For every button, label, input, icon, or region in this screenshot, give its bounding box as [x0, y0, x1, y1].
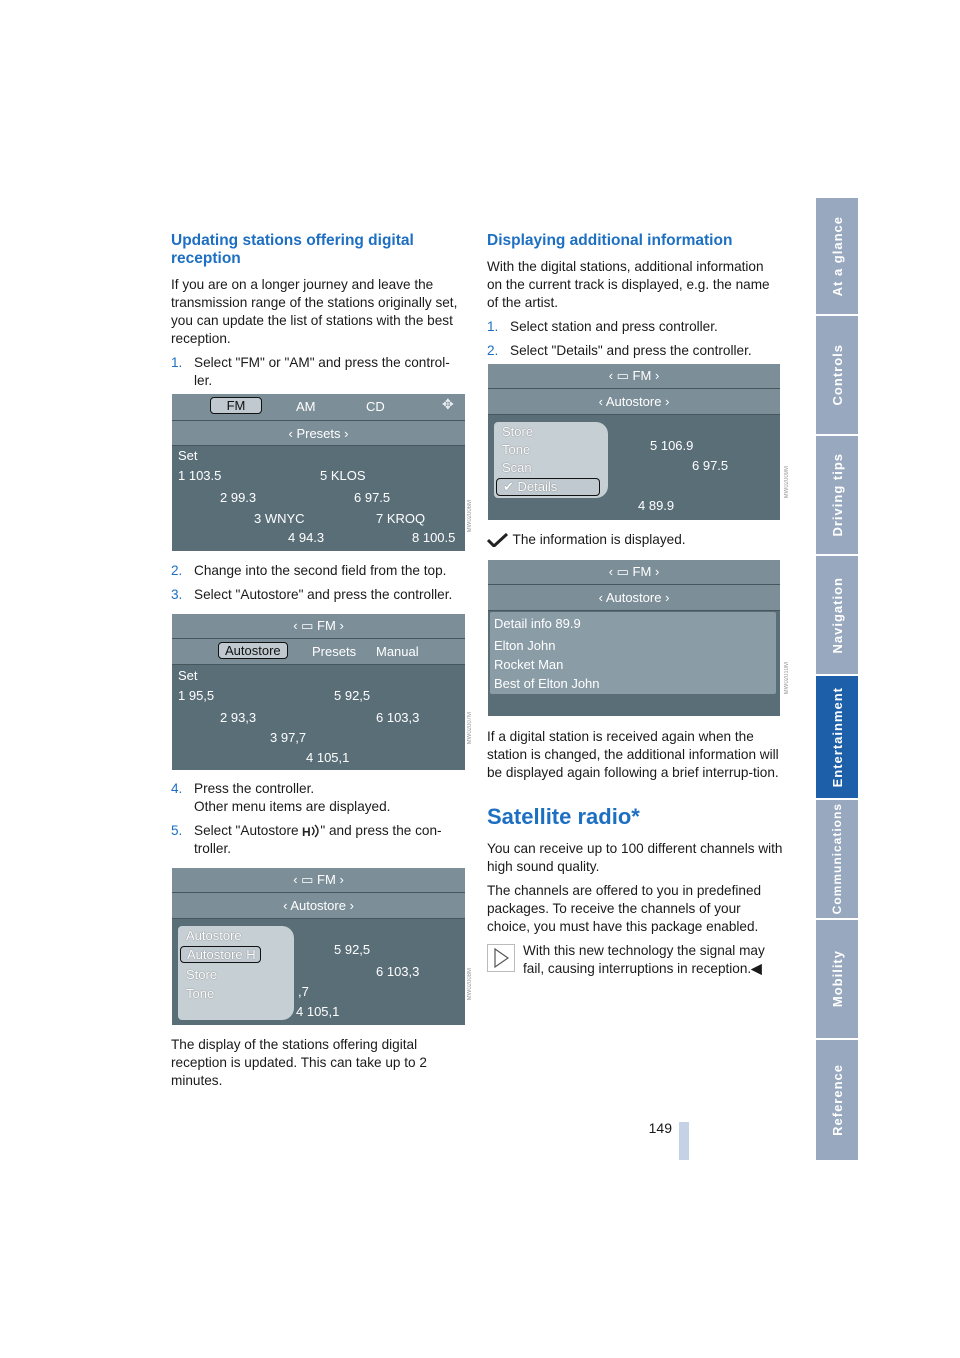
station: 4 105,1: [306, 750, 350, 765]
nav-arrows-icon: ✥: [442, 396, 454, 412]
step-number: 5.: [171, 823, 183, 838]
step-number: 4.: [171, 781, 183, 796]
step: [171, 562, 471, 580]
station: 6 97.5: [354, 490, 391, 505]
station: 6 97.5: [692, 458, 729, 473]
station: 6 103,3: [376, 710, 420, 725]
page-number-bar: [679, 1122, 689, 1160]
section-heading: Updating stations offering digital reception: [171, 232, 414, 267]
top-bar: [488, 364, 780, 389]
page-number: 149: [648, 1120, 672, 1136]
step-subtext: Other menu items are displayed.: [194, 799, 391, 814]
end-mark-icon: ◀: [751, 961, 762, 976]
station: 5 92,5: [334, 688, 371, 703]
menu-item[interactable]: Tone: [186, 986, 215, 1001]
right-column-lower: [487, 728, 783, 978]
menu-item[interactable]: Autostore: [186, 928, 242, 943]
paragraph: The display of the stations offering digital reception is updated. This can take up to 2 minutes.: [171, 1037, 427, 1088]
nav-bar: [488, 389, 780, 415]
step-text: Select station and press controller.: [510, 319, 718, 334]
step-text: Select "FM" or "AM" and press the control-ler.: [194, 355, 450, 388]
set-label: Set: [178, 448, 198, 463]
station: 3 97,7: [270, 730, 307, 745]
tab-presets[interactable]: Presets: [312, 644, 357, 659]
station: 6 103,3: [376, 964, 420, 979]
left-column: [171, 232, 465, 396]
tab-bar: [172, 639, 465, 665]
image-code: MW02009M: [784, 466, 790, 499]
section-heading: Displaying additional information: [487, 232, 733, 249]
station: 4 89.9: [638, 498, 675, 513]
step: [171, 586, 471, 604]
nav-label: ‹ Autostore ›: [598, 394, 670, 409]
source-label: ‹ ▭ FM ›: [293, 618, 344, 633]
source-label: ‹ ▭ FM ›: [608, 368, 660, 383]
step-text: Change into the second field from the top.: [194, 563, 447, 578]
sidebar-tab-mobility[interactable]: Mobility: [816, 920, 858, 1038]
note-triangle-icon: [487, 944, 515, 972]
top-bar: [488, 560, 780, 585]
check-text: The information is displayed.: [512, 532, 686, 547]
popup-menu: [178, 926, 294, 1020]
station: 1 103.5: [178, 468, 222, 483]
nav-label: ‹ Presets ›: [288, 425, 349, 441]
menu-item-selected[interactable]: Autostore H: [180, 946, 261, 963]
step-text-b: " and press the con-troller.: [194, 823, 442, 856]
step: [171, 780, 465, 816]
image-code: MW02007M: [467, 712, 473, 745]
paragraph: With the digital stations, additional information on the current track is displayed, e.g. the name of the artist.: [487, 259, 770, 310]
sidebar-tab-at-a-glance[interactable]: At a glance: [816, 198, 858, 314]
note: [487, 942, 783, 978]
station: 8 100.5: [412, 530, 456, 545]
popup-menu: [494, 422, 608, 498]
station: ,7: [298, 984, 309, 999]
step-number: 3.: [171, 587, 183, 602]
nav-bar: [172, 893, 465, 919]
step-text: Select "Autostore" and press the controller.: [194, 587, 453, 602]
screenshot-autostore: [172, 614, 465, 770]
screenshot-autostore-menu: [172, 868, 465, 1025]
sidebar-tab-navigation[interactable]: Navigation: [816, 556, 858, 674]
nav-label: ‹ Autostore ›: [598, 590, 670, 605]
paragraph: If a digital station is received again when the station is changed, the additional information will be displayed again following a brief interrup-tion.: [487, 729, 779, 780]
image-code: MW02010M: [784, 662, 790, 695]
tab-bar: [172, 394, 465, 421]
station: 2 93,3: [220, 710, 257, 725]
tab-fm[interactable]: FM: [210, 397, 262, 414]
sidebar-tab-communications[interactable]: Communications: [816, 800, 858, 918]
detail-line: Elton John: [494, 638, 556, 653]
station: 3 WNYC: [254, 511, 305, 526]
detail-line: Rocket Man: [494, 657, 564, 672]
menu-item-selected[interactable]: ✔ Details: [496, 478, 600, 496]
screenshot-fm-presets: [172, 394, 465, 551]
paragraph: If you are on a longer journey and leave the transmission range of the stations originally set, you can update the list of stations with the best reception.: [171, 277, 458, 346]
paragraph: You can receive up to 100 different channels with high sound quality.: [487, 841, 783, 874]
step: [487, 342, 781, 360]
paragraph: The channels are offered to you in predefined packages. To receive the channels of your choice, you must have this package enabled.: [487, 883, 762, 934]
station: 2 99.3: [220, 490, 257, 505]
step-text: Select "Details" and press the controller.: [510, 343, 752, 358]
step: [171, 354, 465, 390]
hd-radio-icon: [302, 824, 320, 838]
station: 4 105,1: [296, 1004, 340, 1019]
note-text: With this new technology the signal may fail, causing interruptions in reception.: [523, 943, 765, 976]
sidebar-tab-entertainment[interactable]: Entertainment: [816, 676, 858, 798]
tab-autostore[interactable]: Autostore: [218, 642, 288, 659]
set-label: Set: [178, 668, 198, 683]
left-column-outro: [171, 1036, 461, 1096]
detail-line: Best of Elton John: [494, 676, 600, 691]
station: 5 106.9: [650, 438, 694, 453]
left-column-steps-4-5: [171, 780, 465, 864]
left-column-steps-2-3: [171, 562, 471, 610]
top-bar: [172, 868, 465, 893]
top-bar: [172, 614, 465, 639]
step-number: 2.: [487, 343, 499, 358]
section-heading: Satellite radio*: [487, 804, 640, 829]
station: 1 95,5: [178, 688, 215, 703]
sidebar-tab-reference[interactable]: Reference: [816, 1040, 858, 1160]
detail-panel: [490, 612, 776, 694]
step: [487, 318, 781, 336]
station: 5 92,5: [334, 942, 371, 957]
tab-manual[interactable]: Manual: [376, 644, 419, 659]
menu-item[interactable]: Scan: [502, 460, 532, 475]
step-number: 1.: [171, 355, 183, 370]
screenshot-details-menu: [488, 364, 780, 520]
step-number: 2.: [171, 563, 183, 578]
checkmark-icon: [487, 533, 509, 547]
station: 7 KROQ: [376, 511, 426, 526]
tab-am[interactable]: AM: [296, 399, 316, 414]
step-text-a: Select "Autostore: [194, 823, 303, 838]
source-label: ‹ ▭ FM ›: [608, 564, 660, 579]
nav-label: ‹ Autostore ›: [283, 898, 354, 913]
screenshot-detail-info: [488, 560, 780, 716]
step: [171, 822, 465, 858]
sidebar-tab-driving-tips[interactable]: Driving tips: [816, 436, 858, 554]
menu-item[interactable]: Tone: [502, 442, 531, 457]
station: 4 94.3: [288, 530, 325, 545]
nav-bar: [488, 585, 780, 611]
menu-item[interactable]: Store: [502, 424, 534, 439]
source-label: ‹ ▭ FM ›: [293, 872, 344, 887]
menu-item[interactable]: Store: [186, 967, 218, 982]
svg-text:H: H: [302, 825, 312, 839]
nav-bar: [172, 421, 465, 446]
step-text: Press the controller.: [194, 781, 315, 796]
sidebar-tab-controls[interactable]: Controls: [816, 316, 858, 434]
tab-cd[interactable]: CD: [366, 399, 385, 414]
image-code: MW02006M: [467, 500, 473, 533]
image-code: MW02008M: [467, 968, 473, 1001]
check-line: [487, 531, 781, 549]
right-column: [487, 232, 781, 366]
detail-line: Detail info 89.9: [494, 616, 581, 631]
station: 5 KLOS: [320, 468, 366, 483]
step-number: 1.: [487, 319, 499, 334]
